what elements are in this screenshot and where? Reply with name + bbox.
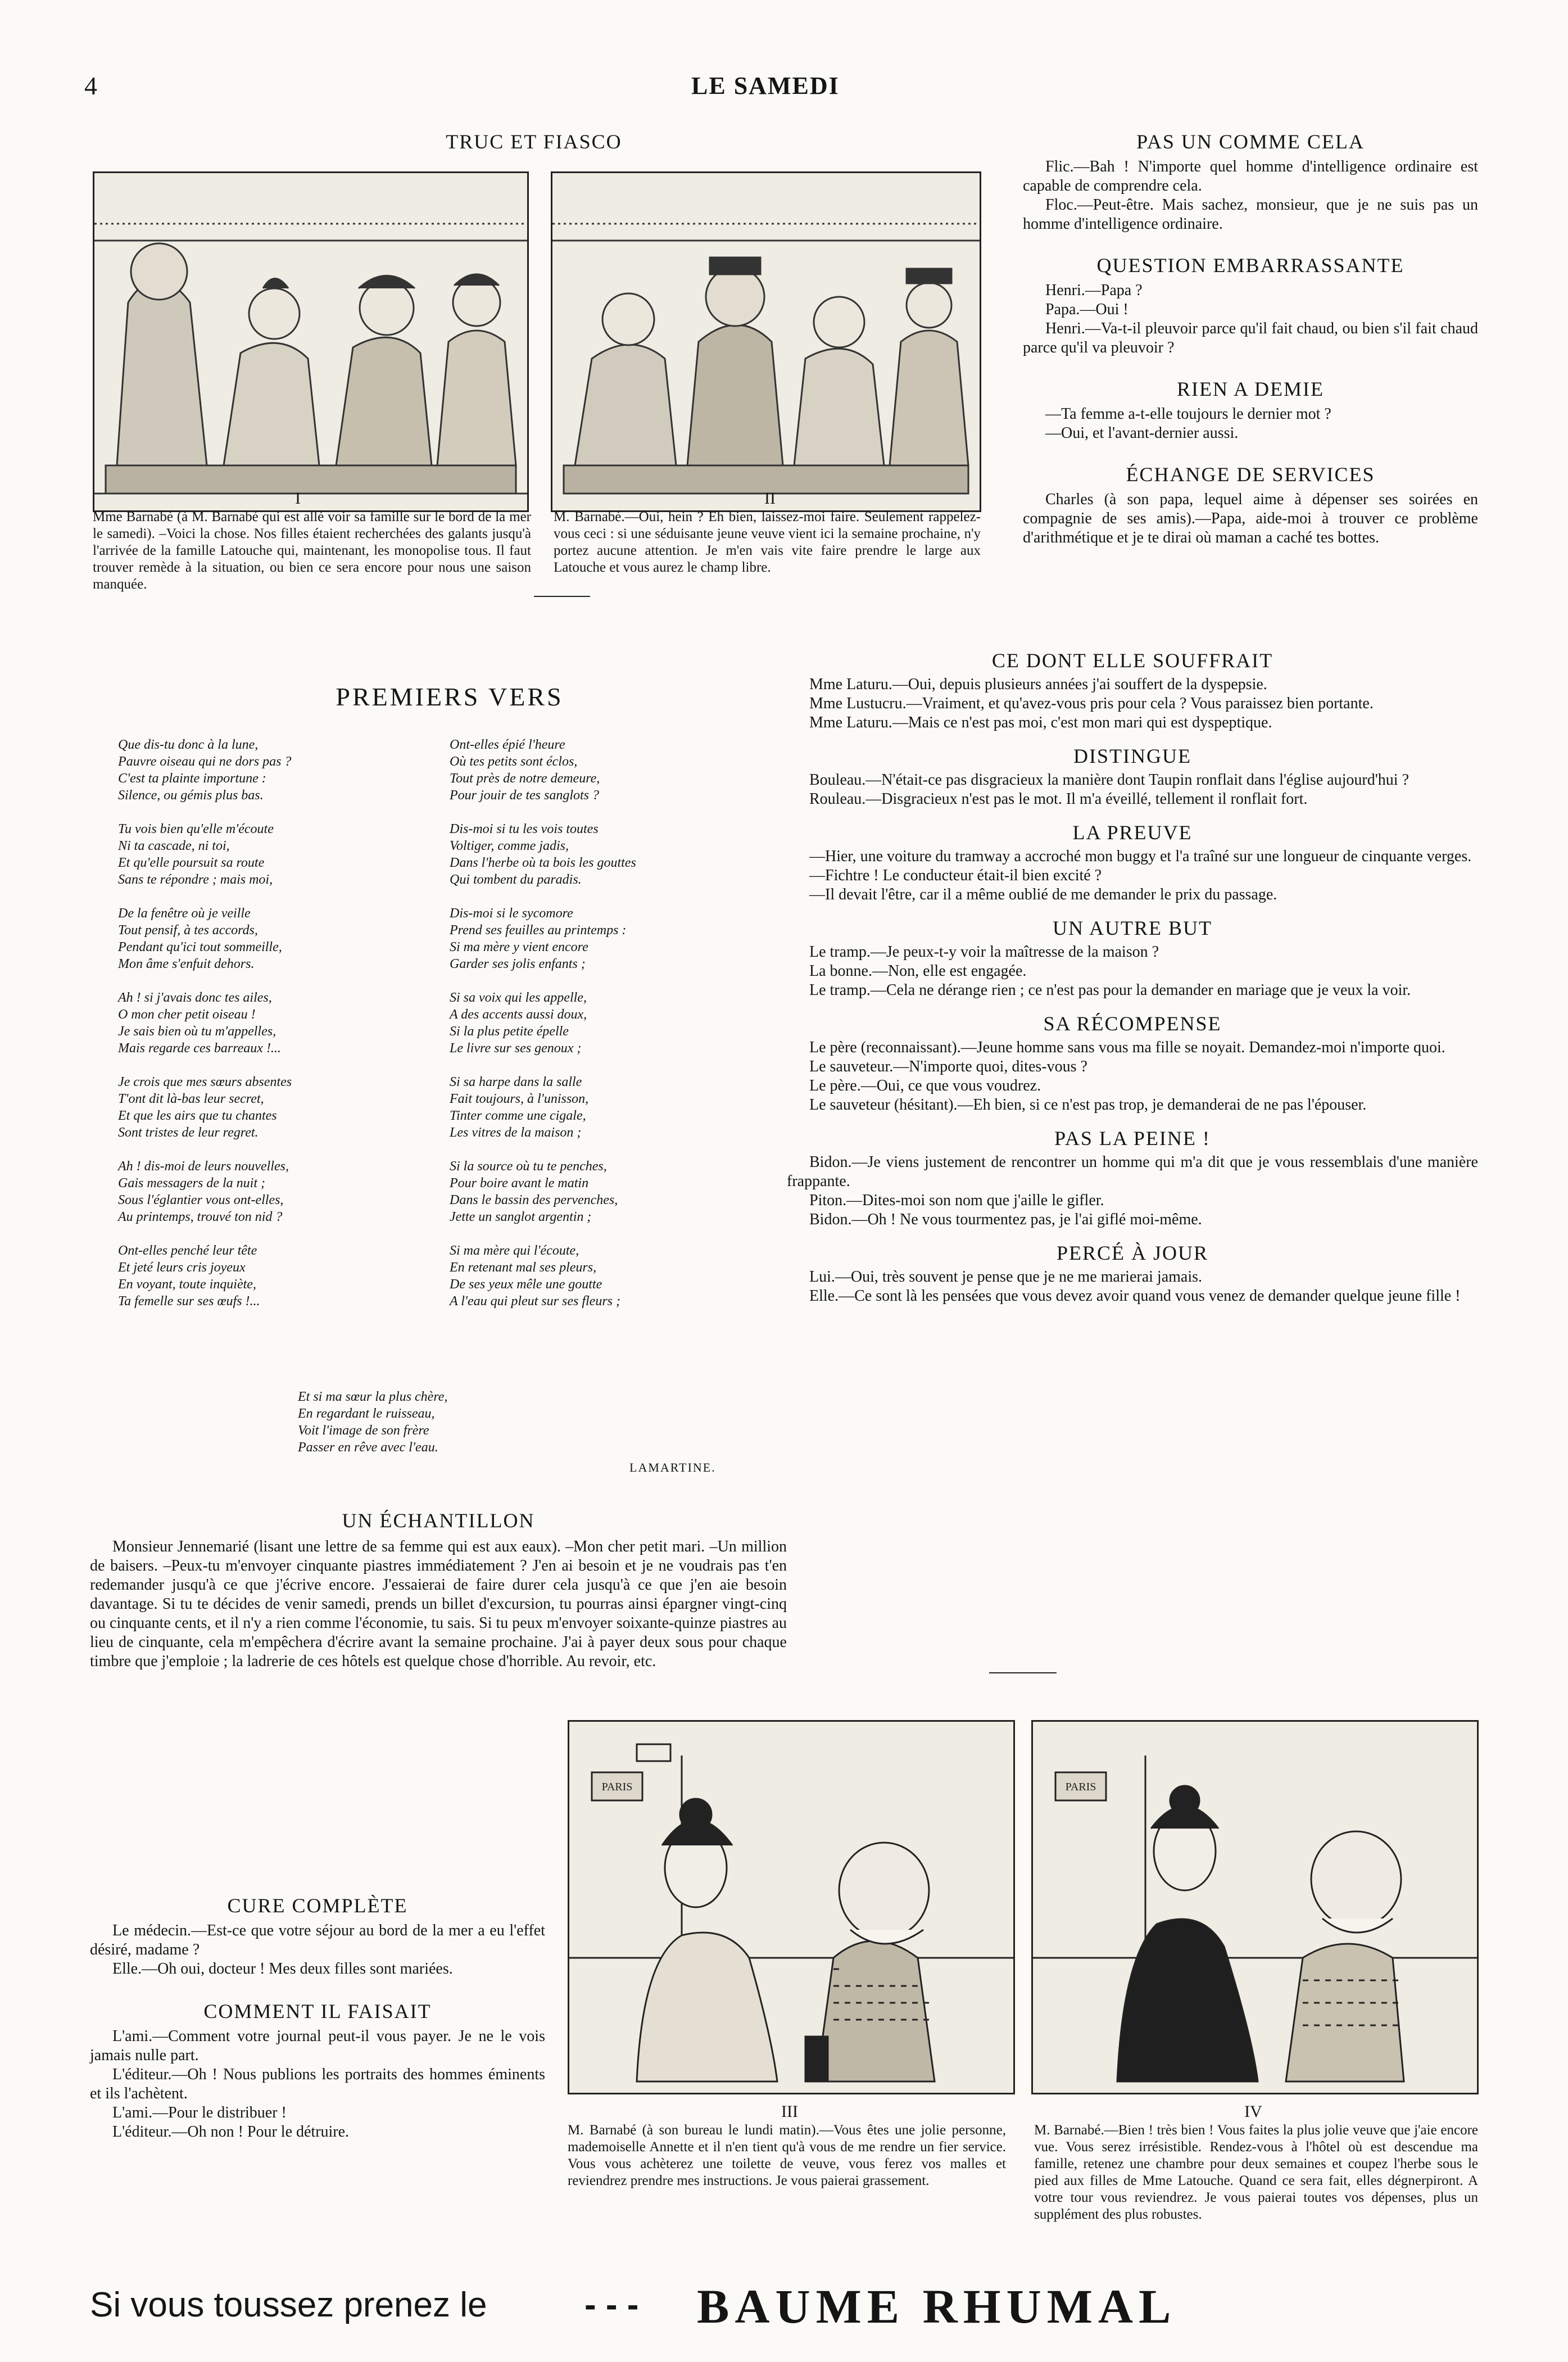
panel-4-number: IV	[1244, 2102, 1262, 2121]
panel-2-number: II	[764, 489, 776, 508]
poem-line: Mais regarde ces barreaux !...	[118, 1041, 281, 1056]
poem-line: Ah ! si j'avais donc tes ailes,	[118, 990, 272, 1005]
cure-text	[90, 1921, 545, 1979]
panel-4-sign: PARIS	[1065, 1781, 1096, 1793]
poem-line: Voit l'image de son frère	[298, 1423, 429, 1438]
poem-line: Et si ma sœur la plus chère,	[298, 1390, 448, 1404]
poem-final-stanza	[298, 1388, 579, 1456]
comment-line: L'ami.—Pour le distribuer !	[112, 2104, 287, 2121]
cure-line: Elle.—Oh oui, docteur ! Mes deux filles sont mariées.	[112, 1960, 453, 1978]
question-line: Henri.—Va-t-il pleuvoir parce qu'il fait chaud, ou bien s'il fait chaud parce qu'il va pleuvoir ?	[1023, 320, 1478, 356]
right-col-middle	[787, 649, 1478, 1306]
comment-line: L'éditeur.—Oh ! Nous publions les portraits des hommes éminents et ils l'achètent.	[90, 2066, 545, 2102]
poem-line: Et qu'elle poursuit sa route	[118, 856, 265, 870]
panel-1-number: I	[295, 489, 301, 508]
perce-line: Elle.—Ce sont là les pensées que vous devez avoir quand vous venez de demander quelque jeune fille !	[809, 1287, 1461, 1305]
poem-line: Dans le bassin des pervenches,	[450, 1193, 618, 1207]
peine-line: Bidon.—Je viens justement de rencontrer un homme qui m'a dit que je vous ressemblais d'une manière frappante.	[787, 1153, 1478, 1190]
recompense-line: Le père (reconnaissant).—Jeune homme sans vous ma fille se noyait. Demandez-moi n'importe quoi.	[809, 1039, 1445, 1056]
souffrait-line: Mme Lustucru.—Vraiment, et qu'avez-vous pris pour cela ? Vous paraissez bien portante.	[809, 695, 1374, 712]
recompense-line: Le père.—Oui, ce que vous voudrez.	[809, 1077, 1041, 1094]
poem-line: En retenant mal ses pleurs,	[450, 1260, 597, 1275]
poem-stanza	[118, 905, 433, 972]
poem-line: Tout pensif, à tes accords,	[118, 923, 258, 938]
poem-line: A l'eau qui pleut sur ses fleurs ;	[450, 1294, 621, 1309]
pas-un-title: PAS UN COMME CELA	[1136, 130, 1365, 153]
comment-line: L'ami.—Comment votre journal peut-il vous payer. Je ne le vois jamais nulle part.	[90, 2028, 545, 2064]
comment-title: COMMENT IL FAISAIT	[203, 2000, 432, 2022]
autre-but-line: La bonne.—Non, elle est engagée.	[809, 962, 1027, 980]
distingue-title: DISTINGUE	[1073, 745, 1191, 767]
poem-line: Ont-elles penché leur tête	[118, 1243, 257, 1258]
poem-line: Garder ses jolis enfants ;	[450, 957, 586, 971]
poem-line: Le livre sur ses genoux ;	[450, 1041, 582, 1056]
peine-text	[787, 1153, 1478, 1229]
panel-3-number: III	[781, 2102, 798, 2121]
cure-line: Le médecin.—Est-ce que votre séjour au bord de la mer a eu l'effet désiré, madame ?	[90, 1922, 545, 1958]
poem-stanza	[118, 1242, 433, 1310]
poem-line: A des accents aussi doux,	[450, 1007, 587, 1022]
preuve-text	[787, 847, 1478, 904]
poem-stanza	[118, 989, 433, 1057]
ad-dashes: - - -	[584, 2286, 639, 2324]
illustration-panel-3	[568, 1720, 1015, 2094]
rien-title: RIEN A DEMIE	[1177, 378, 1324, 400]
poem-author: LAMARTINE.	[629, 1460, 716, 1474]
pas-un-line: Flic.—Bah ! N'importe quel homme d'intelligence ordinaire est capable de comprendre cela.	[1023, 158, 1478, 194]
question-title: QUESTION EMBARRASSANTE	[1096, 254, 1404, 277]
peine-title: PAS LA PEINE !	[1054, 1127, 1211, 1150]
poem-line: Tout près de notre demeure,	[450, 771, 600, 786]
illustration-panel-4	[1031, 1720, 1479, 2094]
poem-stanza	[450, 1158, 764, 1225]
perce-title: PERCÉ À JOUR	[1056, 1242, 1209, 1264]
poem-line: Je sais bien où tu m'appelles,	[118, 1024, 277, 1039]
preuve-line: —Hier, une voiture du tramway a accroché mon buggy et l'a traîné sur une longueur de cinquante verges.	[809, 848, 1472, 865]
poem-line: Gais messagers de la nuit ;	[118, 1176, 265, 1191]
poem-line: Qui tombent du paradis.	[450, 872, 582, 887]
poem-line: Sous l'églantier vous ont-elles,	[118, 1193, 284, 1207]
question-line: Henri.—Papa ?	[1045, 282, 1143, 299]
souffrait-line: Mme Laturu.—Mais ce n'est pas moi, c'est mon mari qui est dyspeptique.	[809, 714, 1272, 731]
autre-but-line: Le tramp.—Je peux-t-y voir la maîtresse de la maison ?	[809, 943, 1159, 961]
poem-line: Silence, ou gémis plus bas.	[118, 788, 264, 803]
ad-lead: Si vous toussez prenez le	[90, 2286, 487, 2324]
distingue-line: Bouleau.—N'était-ce pas disgracieux la manière dont Taupin ronflait dans l'église aujourd'hui ?	[809, 771, 1409, 789]
preuve-line: —Fichtre ! Le conducteur était-il bien excité ?	[809, 867, 1102, 884]
poem-line: Et que les airs que tu chantes	[118, 1108, 277, 1123]
poem-line: Dis-moi si le sycomore	[450, 906, 573, 921]
poem-line: Et jeté leurs cris joyeux	[118, 1260, 246, 1275]
rien-line: —Oui, et l'avant-dernier aussi.	[1045, 424, 1239, 442]
poem-line: Si la plus petite épelle	[450, 1024, 569, 1039]
poem-line: Jette un sanglot argentin ;	[450, 1210, 592, 1224]
echantillon-title: UN ÉCHANTILLON	[342, 1509, 535, 1532]
panel-3-caption: M. Barnabé (à son bureau le lundi matin).—Vous êtes une jolie personne, mademoiselle Annette et il n'en tient qu'à vous de me rendre un fier service. Vous vous achèterez une toilette de veuve, vous ferez vos malles et reviendrez prendre mes instructions. Je vous paierai grassement.	[568, 2123, 1006, 2188]
peine-line: Bidon.—Oh ! Ne vous tourmentez pas, je l'ai giflé moi-même.	[809, 1211, 1202, 1228]
poem-stanza	[118, 821, 433, 888]
poem-line: Les vitres de la maison ;	[450, 1125, 582, 1140]
right-col-top	[1023, 130, 1478, 547]
poem-line: Dans l'herbe où ta bois les gouttes	[450, 856, 636, 870]
poem-line: T'ont dit là-bas leur secret,	[118, 1092, 264, 1106]
poem-title: PREMIERS VERS	[336, 682, 564, 711]
poem-line: Tinter comme une cigale,	[450, 1108, 586, 1123]
echantillon-text	[90, 1537, 787, 1671]
recompense-title: SA RÉCOMPENSE	[1043, 1012, 1222, 1035]
preuve-title: LA PREUVE	[1072, 821, 1193, 844]
autre-but-line: Le tramp.—Cela ne dérange rien ; ce n'est pas pour la demander en mariage que je veux la voir.	[809, 981, 1411, 999]
souffrait-text	[787, 675, 1478, 732]
poem-line: Voltiger, comme jadis,	[450, 839, 569, 853]
question-text	[1023, 281, 1478, 358]
poem-stanza	[118, 1158, 433, 1225]
illustration-panel-2	[551, 171, 981, 512]
echange-text	[1023, 490, 1478, 547]
poem-line: Pour boire avant le matin	[450, 1176, 589, 1191]
distingue-line: Rouleau.—Disgracieux n'est pas le mot. Il m'a éveillé, tellement il ronflait fort.	[809, 790, 1308, 808]
comment-line: L'éditeur.—Oh non ! Pour le détruire.	[112, 2123, 350, 2141]
poem-line: Sont tristes de leur regret.	[118, 1125, 259, 1140]
poem-line: O mon cher petit oiseau !	[118, 1007, 256, 1022]
poem-line: Je crois que mes sœurs absentes	[118, 1075, 292, 1089]
panel-1-caption: Mme Barnabé (à M. Barnabé qui est allé voir sa famille sur le bord de la mer le samedi). –Voici la chose. Nos filles étaient recherchées des galants jusqu'à l'arrivée de la famille Latouche qui, maintenant, les monopolise tous. Il faut trouver remède à la situation, ou bien ce sera encore pour nous une saison manquée.	[93, 509, 531, 592]
poem-line: De la fenêtre où je veille	[118, 906, 251, 921]
poem-right-column	[450, 736, 764, 1327]
poem-line: Ni ta cascade, ni toi,	[118, 839, 230, 853]
souffrait-title: CE DONT ELLE SOUFFRAIT	[991, 649, 1274, 672]
poem-line: Ta femelle sur ses œufs !...	[118, 1294, 260, 1309]
poem-line: Pauvre oiseau qui ne dors pas ?	[118, 754, 292, 769]
cure-title: CURE COMPLÈTE	[227, 1894, 408, 1917]
poem-line: De ses yeux mêle une goutte	[450, 1277, 602, 1292]
poem-line: Ont-elles épié l'heure	[450, 737, 565, 752]
poem-line: Mon âme s'enfuit dehors.	[118, 957, 255, 971]
poem-line: Prend ses feuilles au printemps :	[450, 923, 627, 938]
poem-stanza	[118, 1074, 433, 1141]
poem-left-column	[118, 736, 433, 1327]
distingue-text	[787, 771, 1478, 809]
illustration-panel-1	[93, 171, 529, 512]
poem-line: Pour jouir de tes sanglots ?	[450, 788, 600, 803]
ad-banner	[90, 2279, 1478, 2333]
poem-stanza	[118, 736, 433, 804]
poem-line: Si ma mère qui l'écoute,	[450, 1243, 579, 1258]
poem-line: En regardant le ruisseau,	[298, 1406, 435, 1421]
preuve-line: —Il devait l'être, car il a même oublié de me demander le prix du passage.	[809, 886, 1277, 903]
poem-line: Si sa harpe dans la salle	[450, 1075, 582, 1089]
divider-2	[989, 1672, 1057, 1673]
poem-line: Fait toujours, à l'unisson,	[450, 1092, 589, 1106]
poem-stanza	[450, 989, 764, 1057]
poem-line: Si ma mère y vient encore	[450, 940, 588, 954]
recompense-line: Le sauveteur (hésitant).—Eh bien, si ce n'est pas trop, je demanderai de ne pas l'épouser.	[809, 1096, 1367, 1114]
poem-stanza	[450, 905, 764, 972]
poem-line: Sans te répondre ; mais moi,	[118, 872, 273, 887]
poem-stanza	[450, 1242, 764, 1310]
rien-line: —Ta femme a-t-elle toujours le dernier mot ?	[1045, 405, 1331, 423]
comment-text	[90, 2027, 545, 2142]
poem-stanza	[450, 736, 764, 804]
poem-line: Que dis-tu donc à la lune,	[118, 737, 259, 752]
poem-line: Où tes petits sont éclos,	[450, 754, 578, 769]
poem-line: Si la source où tu te penches,	[450, 1159, 607, 1174]
newspaper-title: LE SAMEDI	[691, 72, 840, 99]
poem-line: Passer en rêve avec l'eau.	[298, 1440, 438, 1455]
souffrait-line: Mme Laturu.—Oui, depuis plusieurs années j'ai souffert de la dyspepsie.	[809, 676, 1267, 693]
pas-un-text	[1023, 157, 1478, 234]
poem-line: Si sa voix qui les appelle,	[450, 990, 587, 1005]
poem-line: C'est ta plainte importune :	[118, 771, 266, 786]
panel-2-caption: M. Barnabé.—Oui, hein ? Eh bien, laissez-moi faire. Seulement rappelez-vous ceci : si une séduisante jeune veuve vient ici la semaine prochaine, n'y portez aucune attention. Je m'en vais vite faire prendre le large aux Latouche et vous aurez le champ libre.	[554, 509, 981, 575]
peine-line: Piton.—Dites-moi son nom que j'aille le gifler.	[809, 1192, 1104, 1209]
divider-1	[534, 596, 590, 597]
recompense-line: Le sauveteur.—N'importe quoi, dites-vous ?	[809, 1058, 1087, 1075]
poem-line: Ah ! dis-moi de leurs nouvelles,	[118, 1159, 289, 1174]
recompense-text	[787, 1038, 1478, 1115]
autre-but-text	[787, 943, 1478, 1000]
panel-4-caption: M. Barnabé.—Bien ! très bien ! Vous faites la plus jolie veuve que j'aie encore vue. Vous serez irrésistible. Rendez-vous à l'hôtel où est descendue ma famille, retenez une chambre pour deux semaines et coupez l'herbe sous le pied aux filles de Mme Latouche. Quand ce sera fait, elles dégnerpiront. A votre tour vous reviendrez. Je vous paierai toutes vos dépenses, plus un supplément des plus robustes.	[1034, 2123, 1478, 2222]
perce-text	[787, 1268, 1478, 1306]
bottom-left-col	[90, 1894, 545, 2142]
poem-line: Dis-moi si tu les vois toutes	[450, 822, 599, 836]
autre-but-title: UN AUTRE BUT	[1053, 917, 1212, 939]
poem-stanza	[450, 1074, 764, 1141]
poem-line: Tu vois bien qu'elle m'écoute	[118, 822, 274, 836]
echange-line: Charles (à son papa, lequel aime à dépenser ses soirées en compagnie de ses amis).—Papa, aide-moi à trouver ce problème d'arithmétique et je te dirai où maman a caché tes bottes.	[1023, 491, 1478, 546]
rien-text	[1023, 405, 1478, 443]
ad-brand: BAUME RHUMAL	[697, 2279, 1177, 2333]
panel-3-sign: PARIS	[601, 1781, 633, 1793]
echantillon-paragraph: Monsieur Jennemarié (lisant une lettre de sa femme qui est aux eaux). –Mon cher petit mari. –Un million de baisers. –Peux-tu m'envoyer cinquante piastres immédiatement ? J'en ai besoin et je ne voudrais pas t'en redemander jusqu'à ce que j'écrive encore. J'essaierai de faire durer cela jusqu'à ce que j'en aie besoin davantage. Si tu te décides de venir samedi, prends un billet d'excursion, tu pourras ainsi épargner vingt-cinq ou cinquante cents, et il n'y a rien comme l'économie, tu sais. Si tu peux m'envoyer soixante-quinze piastres au lieu de cinquante, cela m'empêchera d'écrire avant la semaine prochaine. J'ai à payer deux sous pour chaque timbre que j'emploie ; la ladrerie de ces hôtels est quelque chose d'horrible. Au revoir, etc.	[90, 1538, 787, 1670]
question-line: Papa.—Oui !	[1045, 301, 1129, 318]
echange-title: ÉCHANGE DE SERVICES	[1126, 463, 1375, 486]
perce-line: Lui.—Oui, très souvent je pense que je ne me marierai jamais.	[809, 1268, 1203, 1286]
pas-un-line: Floc.—Peut-être. Mais sachez, monsieur, que je ne suis pas un homme d'intelligence ordinaire.	[1023, 196, 1478, 233]
page-number: 4	[84, 71, 97, 100]
poem-line: Au printemps, trouvé ton nid ?	[118, 1210, 283, 1224]
truc-title: TRUC ET FIASCO	[446, 130, 622, 153]
poem-line: En voyant, toute inquiète,	[118, 1277, 256, 1292]
poem-line: Pendant qu'ici tout sommeille,	[118, 940, 282, 954]
poem-stanza	[450, 821, 764, 888]
